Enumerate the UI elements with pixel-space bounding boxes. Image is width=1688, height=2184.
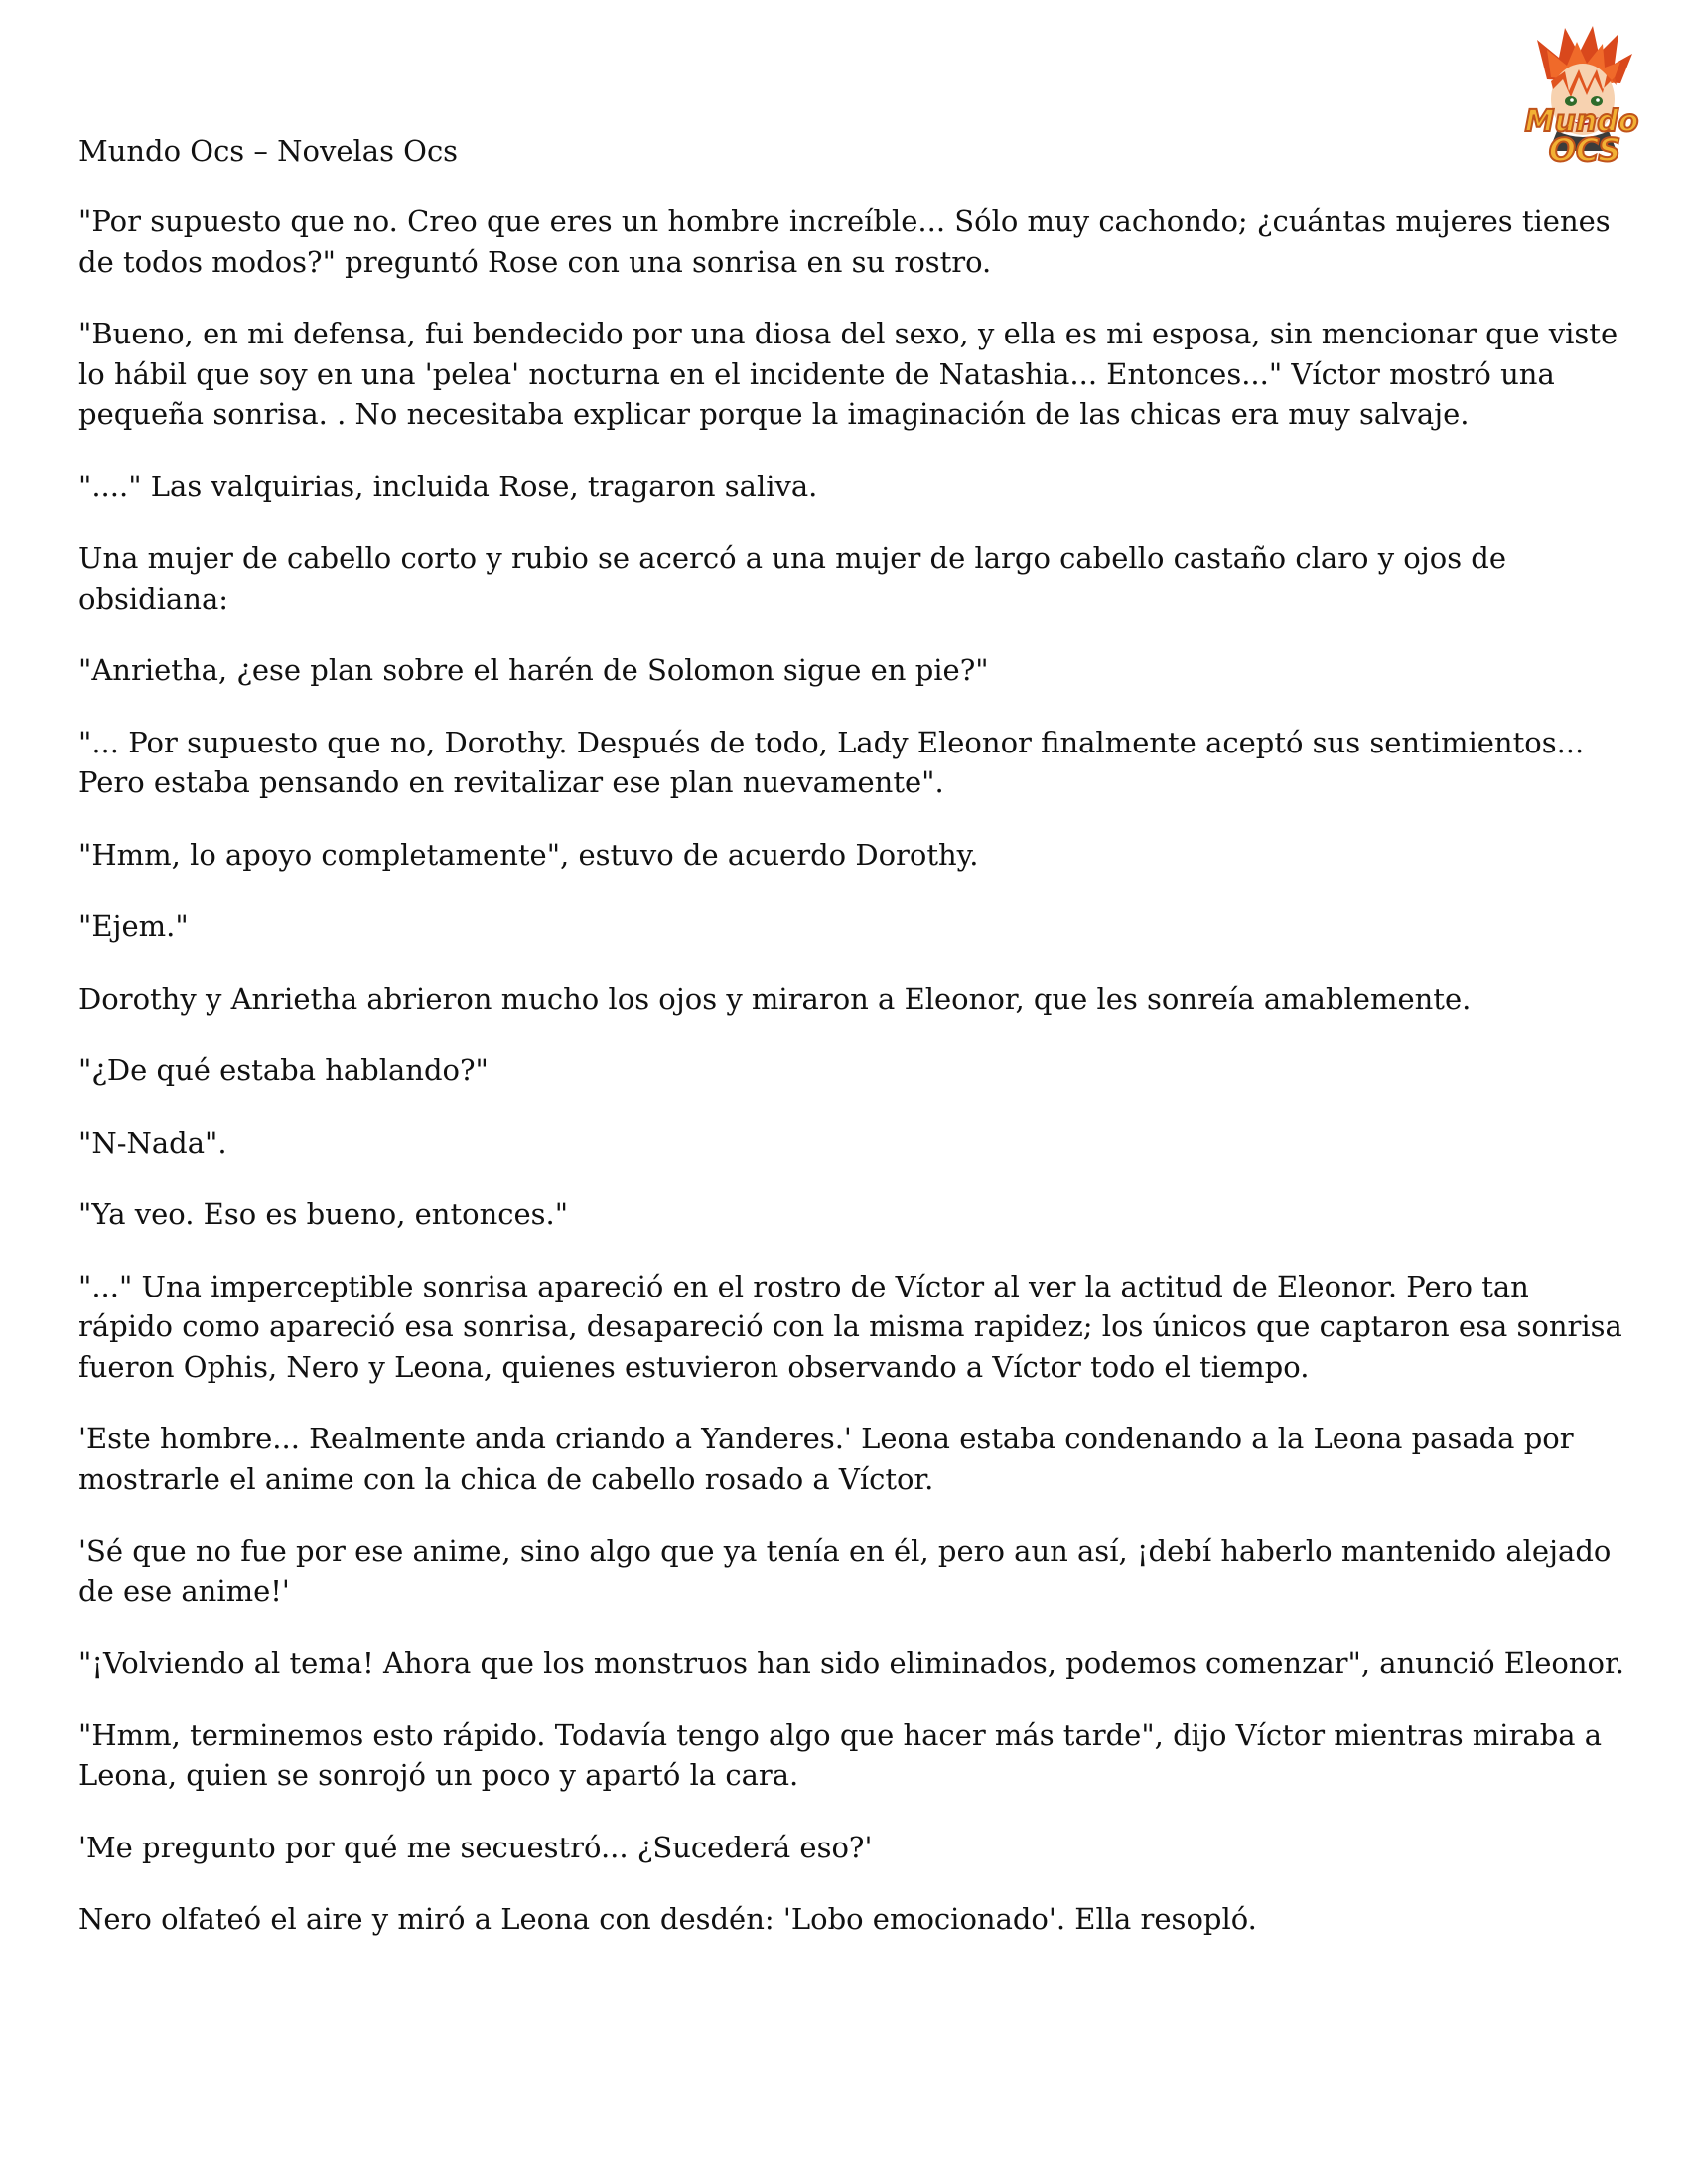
paragraph: "Hmm, terminemos esto rápido. Todavía tengo algo que hacer más tarde", dijo Víctor mientras miraba a Leona, quien se sonrojó un poco y apartó la cara. [78,1717,1603,1792]
paragraph: Dorothy y Anrietha abrieron mucho los ojos y miraron a Eleonor, que les sonreía amablemente. [78,981,1472,1016]
paragraph: 'Sé que no fue por ese anime, sino algo que ya tenía en él, pero aun así, ¡debí haberlo mantenido alejado de ese anime!' [78,1534,1612,1608]
paragraph: "Por supuesto que no. Creo que eres un hombre increíble... Sólo muy cachondo; ¿cuántas mujeres tienes de todos modos?" preguntó Rose con una sonrisa en su rostro. [78,205,1611,279]
paragraph: 'Este hombre... Realmente anda criando a Yanderes.' Leona estaba condenando a la Leona pasada por mostrarle el anime con la chica de cabello rosado a Víctor. [78,1422,1574,1496]
logo-wordmark-line1: Mundo [1524,104,1639,139]
paragraph: "Ejem." [78,909,189,943]
paragraph: "Hmm, lo apoyo completamente", estuvo de acuerdo Dorothy. [78,837,979,872]
paragraph: "...." Las valquirias, incluida Rose, tragaron saliva. [78,469,818,503]
paragraph: "Anrietha, ¿ese plan sobre el harén de Solomon sigue en pie?" [78,653,989,687]
page-header: Mundo Ocs – Novelas Ocs [78,134,459,168]
mundo-ocs-logo-icon [1507,20,1656,171]
paragraph: "... Por supuesto que no, Dorothy. Después de todo, Lady Eleonor finalmente aceptó sus sentimientos... Pero estaba pensando en revitalizar ese plan nuevamente". [78,725,1585,799]
paragraph: 'Me pregunto por qué me secuestró... ¿Sucederá eso?' [78,1830,873,1864]
logo-wordmark-line2: OCS [1548,131,1621,169]
paragraph: "..." Una imperceptible sonrisa apareció en el rostro de Víctor al ver la actitud de Eleonor. Pero tan rápido como apareció esa sonrisa, desapareció con la misma rapidez; los únicos que captaron esa sonrisa fueron Ophis, Nero y Leona, quienes estuvieron observando a Víctor todo el tiempo. [78,1269,1622,1384]
paragraph: "Bueno, en mi defensa, fui bendecido por una diosa del sexo, y ella es mi esposa, sin mencionar que viste lo hábil que soy en una 'pelea' nocturna en el incidente de Natashia... Entonces..." Víctor mostró una pequeña sonrisa. . No necesitaba explicar porque la imaginación de las chicas era muy salvaje. [78,317,1618,431]
story-body [78,202,1627,1972]
paragraph: "Ya veo. Eso es bueno, entonces." [78,1197,569,1231]
paragraph: "N-Nada". [78,1125,227,1160]
paragraph: Nero olfateó el aire y miró a Leona con desdén: 'Lobo emocionado'. Ella resopló. [78,1902,1257,1936]
paragraph: "¡Volviendo al tema! Ahora que los monstruos han sido eliminados, podemos comenzar", anunció Eleonor. [78,1646,1624,1680]
paragraph: "¿De qué estaba hablando?" [78,1053,489,1087]
paragraph: Una mujer de cabello corto y rubio se acercó a una mujer de largo cabello castaño claro y ojos de obsidiana: [78,541,1507,615]
